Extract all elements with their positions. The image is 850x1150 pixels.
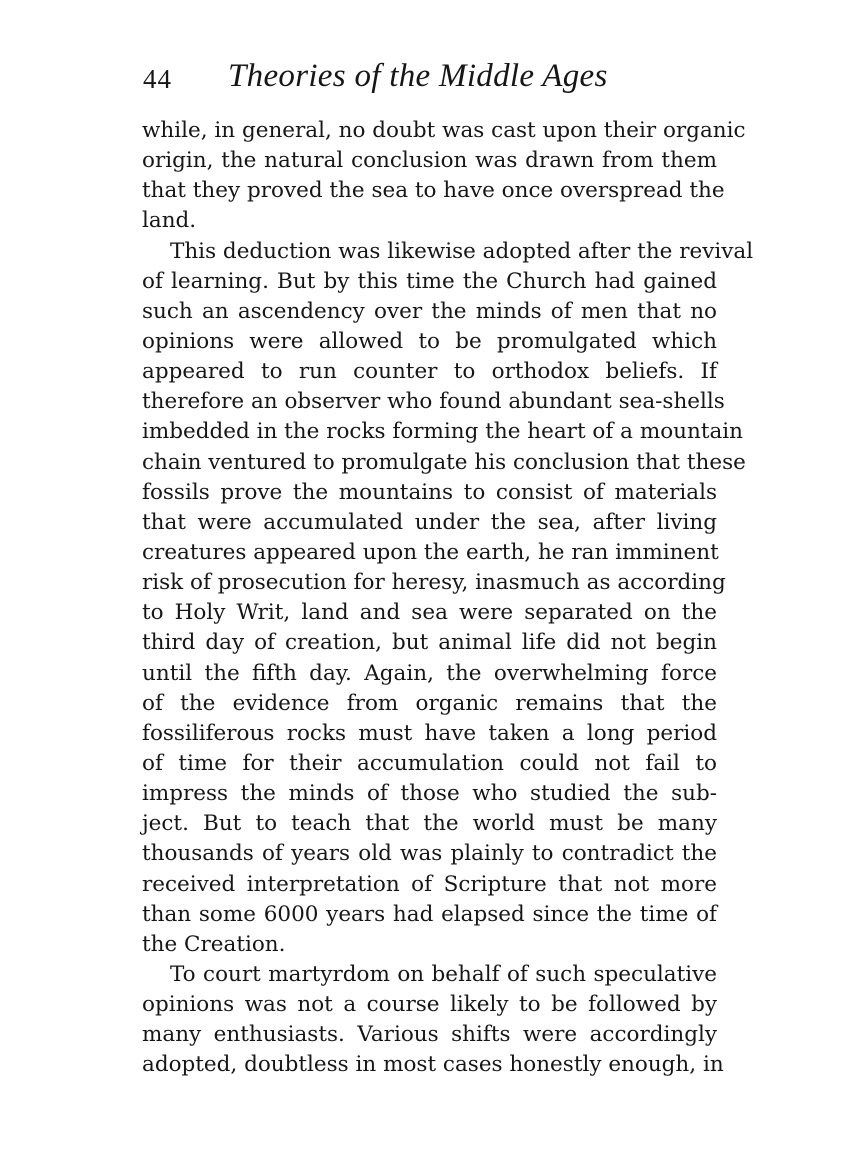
text-line: that they proved the sea to have once overspread the bbox=[142, 178, 725, 204]
text-line: than some 6000 years had elapsed since the time of bbox=[142, 901, 717, 927]
text-line: to Holy Writ, land and sea were separated on the bbox=[142, 600, 717, 626]
text-line: such an ascendency over the minds of men that no bbox=[142, 298, 717, 324]
running-title: Theories of the Middle Ages bbox=[228, 58, 608, 94]
text-line: of time for their accumulation could not fail to bbox=[142, 750, 717, 776]
text-line: the Creation. bbox=[142, 931, 286, 957]
text-line: To court martyrdom on behalf of such speculative bbox=[170, 961, 717, 987]
text-line: appeared to run counter to orthodox beliefs. If bbox=[142, 359, 717, 385]
text-line: many enthusiasts. Various shifts were accordingly bbox=[142, 1022, 717, 1048]
text-line: ject. But to teach that the world must be many bbox=[142, 811, 717, 837]
text-line: This deduction was likewise adopted after the revival bbox=[170, 238, 754, 264]
text-line: fossiliferous rocks must have taken a long period bbox=[142, 720, 717, 746]
text-line: therefore an observer who found abundant sea-shells bbox=[142, 389, 725, 415]
page-number: 44 bbox=[143, 64, 172, 94]
text-line: chain ventured to promulgate his conclusion that these bbox=[142, 449, 746, 475]
text-line: land. bbox=[142, 208, 197, 234]
text-line: origin, the natural conclusion was drawn from them bbox=[142, 148, 717, 174]
text-line: creatures appeared upon the earth, he ran imminent bbox=[142, 539, 719, 565]
text-line: while, in general, no doubt was cast upon their organic bbox=[142, 118, 746, 143]
text-line: imbedded in the rocks forming the heart of a mountain bbox=[142, 419, 744, 445]
text-line: that were accumulated under the sea, after living bbox=[142, 509, 717, 535]
text-line: risk of prosecution for heresy, inasmuch as according bbox=[142, 570, 726, 596]
text-line: adopted, doubtless in most cases honestly enough, in bbox=[142, 1052, 724, 1078]
text-line: fossils prove the mountains to consist of materials bbox=[142, 479, 717, 505]
text-line: opinions were allowed to be promulgated which bbox=[142, 328, 717, 354]
text-line: opinions was not a course likely to be followed by bbox=[142, 992, 717, 1018]
running-head bbox=[140, 56, 720, 96]
text-line: thousands of years old was plainly to contradict the bbox=[142, 841, 717, 867]
text-line: third day of creation, but animal life did not begin bbox=[142, 630, 717, 656]
text-line: of the evidence from organic remains that the bbox=[142, 690, 717, 716]
paragraph-3 bbox=[142, 960, 724, 1081]
text-line: of learning. But by this time the Church had gained bbox=[142, 268, 717, 294]
text-line: until the fifth day. Again, the overwhelming force bbox=[142, 660, 717, 686]
text-line: received interpretation of Scripture that not more bbox=[142, 871, 717, 897]
paragraph-1 bbox=[142, 116, 746, 237]
body-text bbox=[142, 116, 754, 1081]
text-line: impress the minds of those who studied the sub- bbox=[142, 781, 717, 807]
paragraph-2 bbox=[142, 237, 754, 960]
